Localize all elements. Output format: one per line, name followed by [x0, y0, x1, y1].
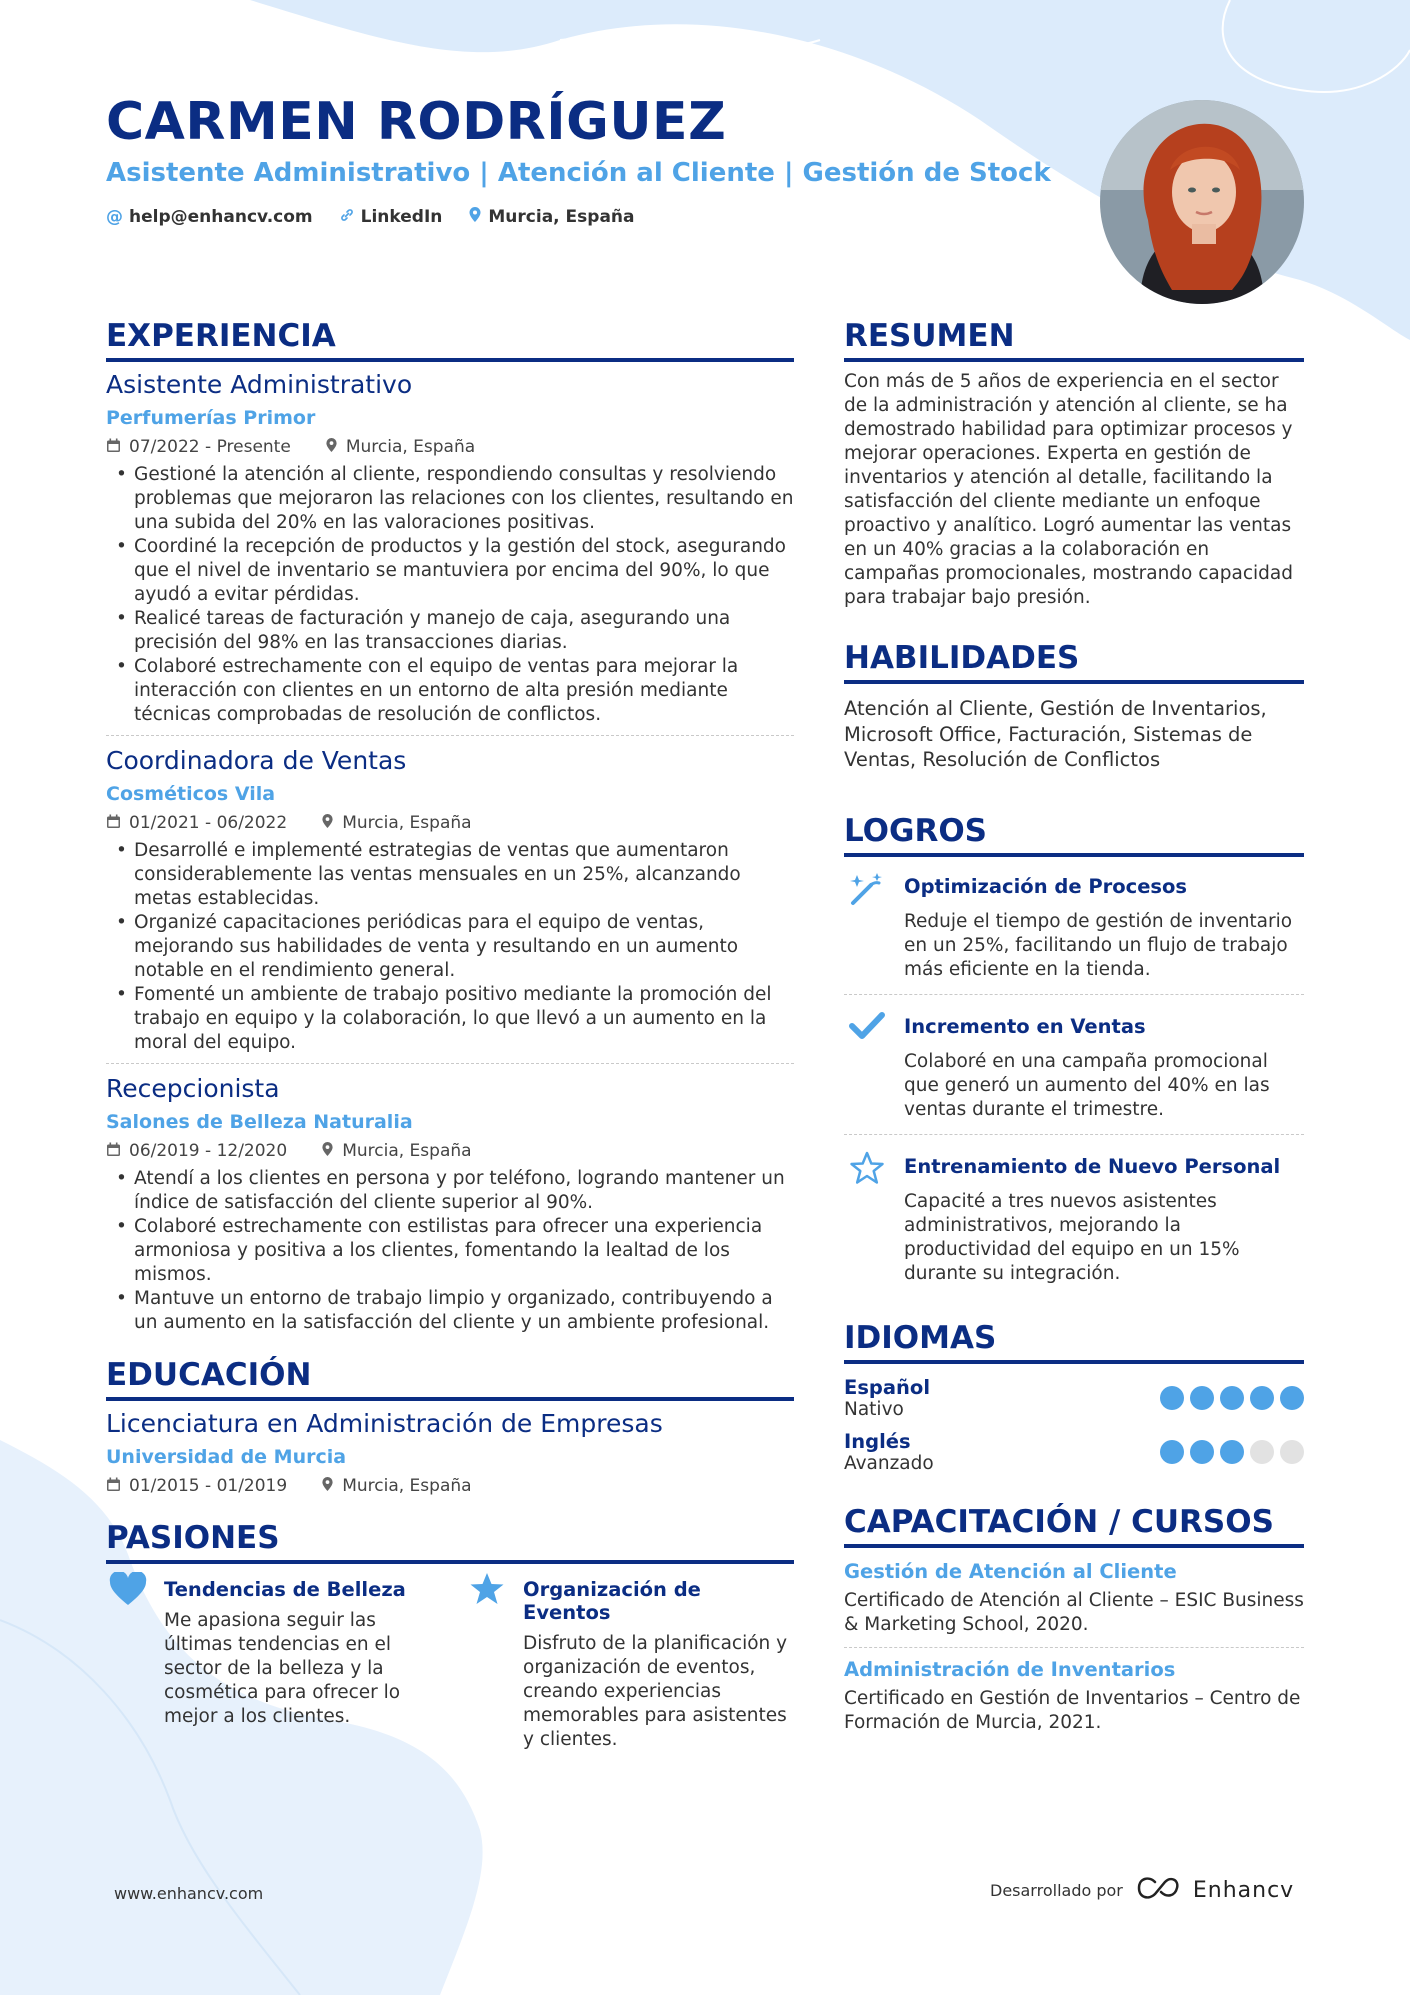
- languages-section: [844, 1320, 1304, 1474]
- star-icon: [465, 1572, 509, 1752]
- job-bullets: [106, 839, 794, 1055]
- at-icon: @: [106, 207, 123, 227]
- rating-dot-filled: [1160, 1440, 1184, 1464]
- job-date: [106, 1141, 287, 1161]
- rating-dot-filled: [1190, 1386, 1214, 1410]
- rating-dot-filled: [1160, 1386, 1184, 1410]
- skills-text: Atención al Cliente, Gestión de Inventarios, Microsoft Office, Facturación, Sistemas de Ventas, Resolución de Conflictos: [844, 697, 1267, 771]
- right-column: [844, 318, 1304, 1755]
- achievement-title: Incremento en Ventas: [904, 1014, 1146, 1038]
- job-bullet: • Atendí a los clientes en persona y por teléfono, logrando mantener un índice de satisfacción del cliente superior al 90%.: [106, 1167, 794, 1215]
- left-column: [106, 318, 794, 1752]
- passions-list: [106, 1572, 794, 1752]
- education-heading: EDUCACIÓN: [106, 1357, 794, 1401]
- courses-heading: CAPACITACIÓN / CURSOS: [844, 1504, 1304, 1548]
- job-title: Recepcionista: [106, 1074, 280, 1103]
- link-icon: [339, 207, 355, 228]
- skills-section: [844, 640, 1304, 773]
- passion-item: [465, 1572, 794, 1752]
- job-bullet: • Realicé tareas de facturación y manejo de caja, asegurando una precisión del 98% en las transacciones diarias.: [106, 607, 794, 655]
- passion-description: Disfruto de la planificación y organización de eventos, creando experiencias memorables para asistentes y clientes.: [523, 1633, 788, 1750]
- rating-dot-filled: [1250, 1386, 1274, 1410]
- enhancv-logo-icon: [1135, 1876, 1181, 1904]
- job-bullets: [106, 463, 794, 727]
- contact-location: [468, 206, 634, 228]
- course-title: Administración de Inventarios: [844, 1657, 1176, 1681]
- job-bullet: • Desarrollé e implementé estrategias de ventas que aumentaron considerablemente las ventas mensuales en un 25%, alcanzando metas establecidas.: [106, 839, 794, 911]
- calendar-icon: [106, 438, 121, 457]
- location-pin-icon: [468, 206, 482, 228]
- job-date: [106, 813, 287, 833]
- location-pin-icon: [325, 437, 338, 457]
- job-location: [321, 1141, 471, 1161]
- job-meta: [106, 437, 794, 457]
- languages-heading: IDIOMAS: [844, 1320, 1304, 1364]
- rating-dot-filled: [1280, 1386, 1304, 1410]
- summary-text: Con más de 5 años de experiencia en el sector de la administración y atención al cliente, se ha demostrado habilidad para optimizar procesos y mejorar operaciones. Experta en gestión de inventarios y atención al detalle, facilitando la satisfacción del cliente mediante un enfoque proactivo y analítico. Logró aumentar las ventas en un 40% gracias a la colaboración en campañas promocionales, mostrando capacidad para trabajar bajo presión.: [844, 371, 1293, 608]
- contact-email[interactable]: [106, 206, 313, 228]
- job-entry: [106, 370, 794, 736]
- course-title: Gestión de Atención al Cliente: [844, 1559, 1177, 1583]
- calendar-icon: [106, 1142, 121, 1161]
- job-location-text: Murcia, España: [342, 813, 472, 833]
- achievement-title: Optimización de Procesos: [904, 874, 1188, 898]
- location-pin-icon: [321, 813, 334, 833]
- language-rating: [1160, 1386, 1304, 1410]
- calendar-icon: [106, 1477, 121, 1496]
- passion-item: [106, 1572, 435, 1752]
- course-description: Certificado de Atención al Cliente – ESIC Business & Marketing School, 2020.: [844, 1589, 1304, 1635]
- education-location: [321, 1476, 471, 1496]
- job-date-text: 07/2022 - Presente: [129, 437, 291, 457]
- language-name: Inglés: [844, 1429, 911, 1453]
- job-bullet: • Colaboré estrechamente con el equipo de ventas para mejorar la interacción con clientes en un entorno de alta presión mediante técnicas comprobadas de resolución de conflictos.: [106, 655, 794, 727]
- course-item: [844, 1658, 1304, 1745]
- achievement-item: [844, 1145, 1304, 1298]
- job-date: [106, 437, 291, 457]
- job-bullet: • Fomenté un ambiente de trabajo positivo mediante la promoción del trabajo en equipo y la colaboración, lo que llevó a un aumento en la moral del equipo.: [106, 983, 794, 1055]
- footer-website[interactable]: www.enhancv.com: [114, 1884, 264, 1903]
- contact-bar: [106, 206, 635, 228]
- education-location-text: Murcia, España: [342, 1476, 472, 1496]
- summary-heading: RESUMEN: [844, 318, 1304, 362]
- language-name: Español: [844, 1375, 931, 1399]
- course-item: [844, 1560, 1304, 1648]
- footer-branding: [990, 1876, 1294, 1904]
- achievements-heading: LOGROS: [844, 813, 1304, 857]
- star-outline-icon: [844, 1151, 890, 1286]
- job-bullet: • Colaboré estrechamente con estilistas para ofrecer una experiencia armoniosa y positiva a los clientes, fomentando la lealtad de los mismos.: [106, 1215, 794, 1287]
- rating-dot-filled: [1220, 1386, 1244, 1410]
- job-bullet: • Coordiné la recepción de productos y la gestión del stock, asegurando que el nivel de inventario se mantuviera por encima del 90%, lo que ayudó a evitar pérdidas.: [106, 535, 794, 607]
- language-rating: [1160, 1440, 1304, 1464]
- passion-title: Organización de Eventos: [523, 1578, 701, 1624]
- job-bullet: • Organizé capacitaciones periódicas para el equipo de ventas, mejorando sus habilidades de venta y resultando en un aumento notable en el rendimiento general.: [106, 911, 794, 983]
- powered-by-text: Desarrollado por: [990, 1880, 1123, 1900]
- rating-dot-filled: [1220, 1440, 1244, 1464]
- job-title: Asistente Administrativo: [106, 370, 413, 399]
- language-item: [844, 1430, 1304, 1474]
- location-pin-icon: [321, 1476, 334, 1496]
- course-description: Certificado en Gestión de Inventarios – Centro de Formación de Murcia, 2021.: [844, 1687, 1301, 1733]
- job-date-text: 01/2021 - 06/2022: [129, 813, 288, 833]
- education-degree: Licenciatura en Administración de Empresas: [106, 1409, 663, 1438]
- location-pin-icon: [321, 1141, 334, 1161]
- language-level: Nativo: [844, 1398, 904, 1420]
- rating-dot-empty: [1250, 1440, 1274, 1464]
- education-date: [106, 1476, 287, 1496]
- achievement-title: Entrenamiento de Nuevo Personal: [904, 1154, 1281, 1178]
- job-location: [321, 813, 471, 833]
- job-title: Coordinadora de Ventas: [106, 746, 407, 775]
- job-location: [325, 437, 475, 457]
- job-bullets: [106, 1167, 794, 1335]
- achievement-description: Reduje el tiempo de gestión de inventario en un 25%, facilitando un flujo de trabajo más eficiente en la tienda.: [904, 910, 1293, 980]
- contact-linkedin[interactable]: [339, 206, 443, 228]
- heart-icon: [106, 1572, 150, 1752]
- job-meta: [106, 813, 794, 833]
- experience-heading: EXPERIENCIA: [106, 318, 794, 362]
- job-bullet: • Mantuve un entorno de trabajo limpio y organizado, contribuyendo a un aumento en la satisfacción del cliente y un ambiente profesional.: [106, 1287, 794, 1335]
- contact-location-text: Murcia, España: [488, 207, 635, 227]
- job-company: Salones de Belleza Naturalia: [106, 1111, 413, 1133]
- job-location-text: Murcia, España: [345, 437, 476, 457]
- courses-section: [844, 1504, 1304, 1745]
- contact-linkedin-text: LinkedIn: [360, 207, 443, 227]
- job-bullet: • Gestioné la atención al cliente, respondiendo consultas y resolviendo problemas que mejoraron las relaciones con los clientes, resultando en una subida del 20% en las valoraciones positivas.: [106, 463, 794, 535]
- education-section: [106, 1357, 794, 1496]
- brand-name: Enhancv: [1192, 1877, 1295, 1903]
- achievement-description: Capacité a tres nuevos asistentes administrativos, mejorando la productividad del equipo en un 15% durante su integración.: [904, 1190, 1240, 1284]
- candidate-headline: Asistente Administrativo | Atención al Cliente | Gestión de Stock: [106, 158, 1051, 188]
- magic-wand-icon: [844, 871, 890, 982]
- job-date-text: 06/2019 - 12/2020: [129, 1141, 288, 1161]
- calendar-icon: [106, 814, 121, 833]
- experience-section: [106, 318, 794, 1343]
- rating-dot-empty: [1280, 1440, 1304, 1464]
- candidate-name: CARMEN RODRÍGUEZ: [106, 92, 727, 152]
- profile-photo: [1100, 100, 1304, 304]
- education-meta: [106, 1476, 794, 1496]
- checkmark-icon: [844, 1011, 890, 1122]
- job-meta: [106, 1141, 794, 1161]
- achievements-section: [844, 813, 1304, 1298]
- achievement-item: [844, 1005, 1304, 1135]
- passion-description: Me apasiona seguir las últimas tendencias en el sector de la belleza y la cosmética para ofrecer lo mejor a los clientes.: [164, 1610, 401, 1727]
- language-level: Avanzado: [844, 1452, 934, 1474]
- rating-dot-filled: [1190, 1440, 1214, 1464]
- passion-title: Tendencias de Belleza: [164, 1578, 406, 1601]
- education-school: Universidad de Murcia: [106, 1446, 347, 1468]
- job-entry: [106, 746, 794, 1064]
- achievement-item: [844, 865, 1304, 995]
- language-item: [844, 1376, 1304, 1420]
- passions-section: [106, 1520, 794, 1752]
- summary-section: [844, 318, 1304, 610]
- education-date-text: 01/2015 - 01/2019: [129, 1476, 288, 1496]
- job-entry: [106, 1074, 794, 1343]
- job-company: Cosméticos Vila: [106, 783, 276, 805]
- job-company: Perfumerías Primor: [106, 407, 316, 429]
- skills-heading: HABILIDADES: [844, 640, 1304, 684]
- contact-email-text: help@enhancv.com: [129, 207, 313, 227]
- passions-heading: PASIONES: [106, 1520, 794, 1564]
- achievement-description: Colaboré en una campaña promocional que generó un aumento del 40% en las ventas durante el trimestre.: [904, 1050, 1270, 1120]
- job-location-text: Murcia, España: [342, 1141, 472, 1161]
